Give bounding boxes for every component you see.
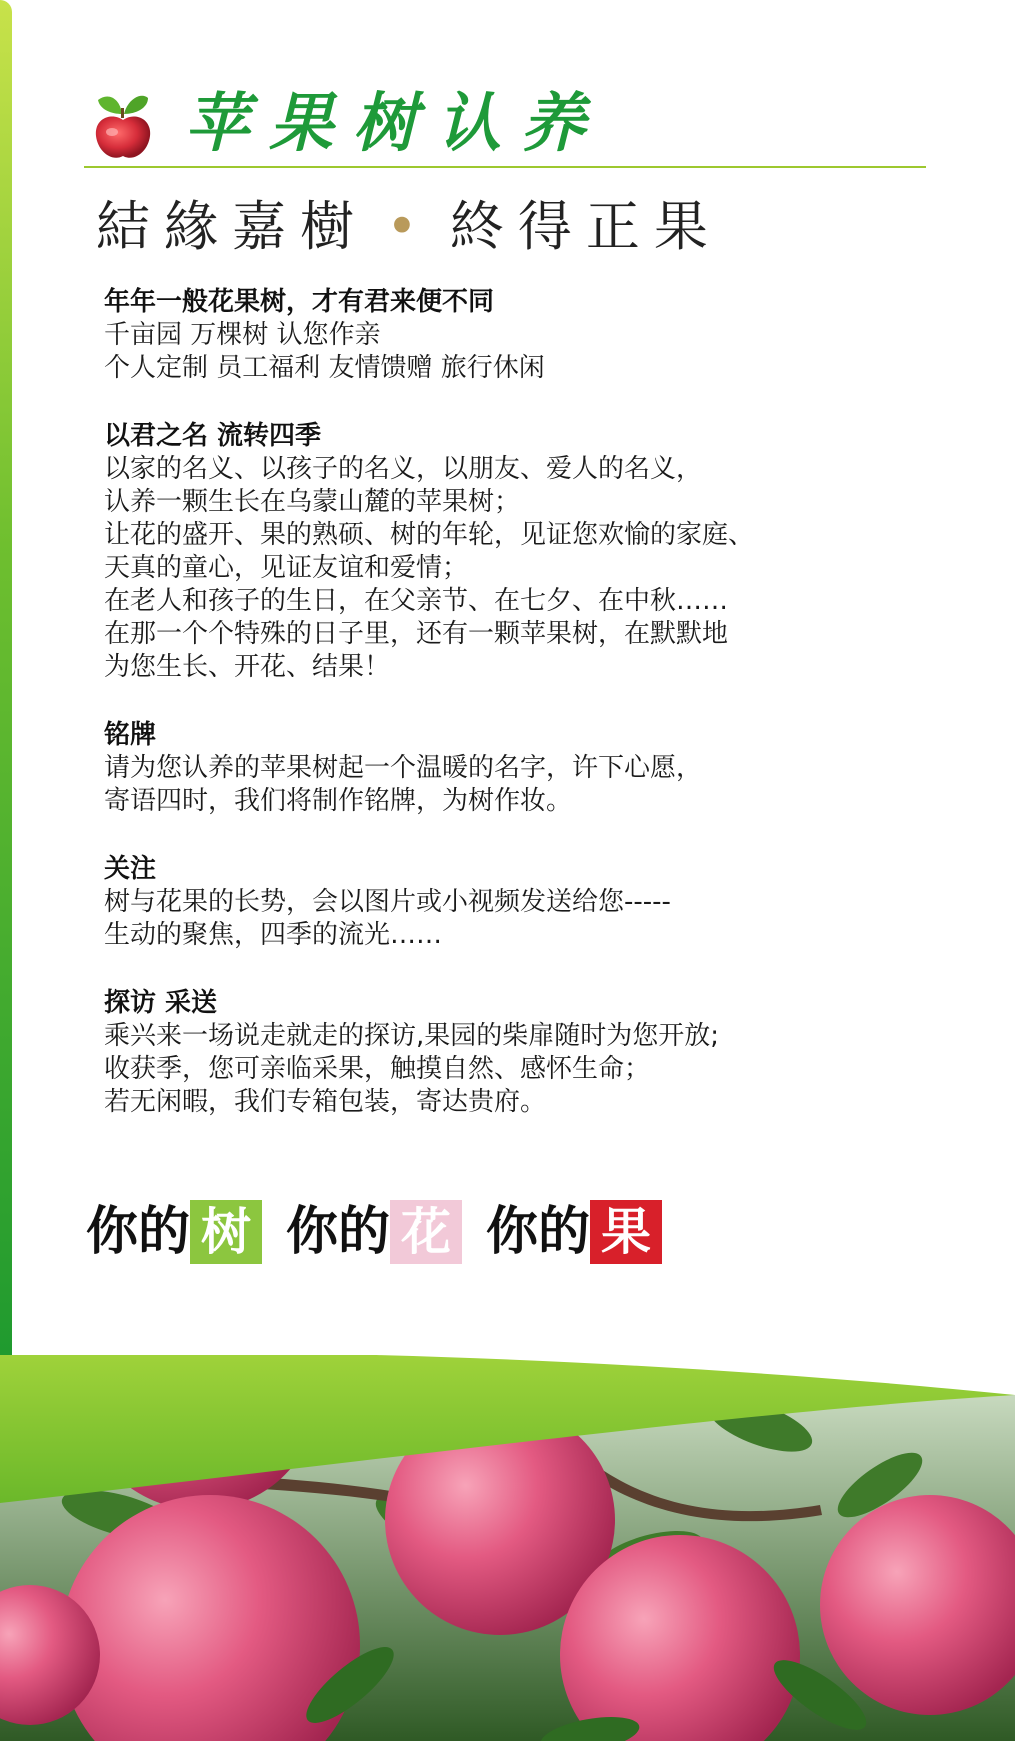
section bbox=[104, 986, 964, 1119]
subtitle bbox=[96, 192, 976, 262]
section-text-line: 若无闲暇，我们专箱包装，寄达贵府。 bbox=[104, 1087, 547, 1117]
section-text-line: 以家的名义、以孩子的名义，以朋友、爱人的名义， bbox=[104, 454, 703, 484]
section-heading: 年年一般花果树，才有君来便不同 bbox=[104, 287, 495, 317]
slogan bbox=[86, 1198, 966, 1268]
subtitle-left: 結緣嘉樹 bbox=[96, 195, 368, 258]
section-text-line: 千亩园 万棵树 认您作亲 bbox=[104, 320, 381, 350]
section-text-line: 个人定制 员工福利 友情馈赠 旅行休闲 bbox=[104, 353, 545, 383]
section bbox=[104, 852, 964, 952]
slogan-prefix-1: 你的 bbox=[86, 1202, 191, 1262]
section-text-line: 为您生长、开花、结果！ bbox=[104, 652, 391, 682]
section-text-line: 乘兴来一场说走就走的探访,果园的柴扉随时为您开放; bbox=[104, 1021, 720, 1051]
subtitle-dot: • bbox=[386, 195, 432, 258]
slogan-flower-box: 花 bbox=[390, 1200, 462, 1264]
green-wave-decoration bbox=[0, 1355, 1015, 1505]
section-text-line: 天真的童心，见证友谊和爱情； bbox=[104, 553, 469, 583]
section-text-line: 请为您认养的苹果树起一个温暖的名字，许下心愿， bbox=[104, 753, 703, 783]
section-text-line: 收获季，您可亲临采果，触摸自然、感怀生命； bbox=[104, 1054, 651, 1084]
section-text-line: 树与花果的长势，会以图片或小视频发送给您----- bbox=[104, 887, 671, 917]
section-text-line: 让花的盛开、果的熟硕、树的年轮，见证您欢愉的家庭、 bbox=[104, 520, 755, 550]
header-divider bbox=[84, 166, 926, 168]
main-title: 苹果树认养 bbox=[185, 86, 605, 161]
section-heading: 铭牌 bbox=[104, 720, 157, 750]
section-heading: 关注 bbox=[104, 854, 157, 884]
slogan-prefix-3: 你的 bbox=[486, 1202, 591, 1262]
section-text-line: 认养一颗生长在乌蒙山麓的苹果树； bbox=[104, 487, 521, 517]
slogan-prefix-2: 你的 bbox=[286, 1202, 391, 1262]
subtitle-right: 終得正果 bbox=[449, 195, 722, 258]
section bbox=[104, 285, 964, 385]
section-heading: 以君之名 流转四季 bbox=[104, 421, 322, 451]
content-sections bbox=[104, 285, 964, 1153]
section-text-line: 生动的聚焦，四季的流光…… bbox=[104, 920, 443, 950]
header bbox=[90, 82, 925, 172]
slogan-fruit-box: 果 bbox=[590, 1200, 662, 1264]
section-heading: 探访 采送 bbox=[104, 988, 218, 1018]
section bbox=[104, 718, 964, 818]
slogan-tree-box: 树 bbox=[190, 1200, 262, 1264]
section-text-line: 寄语四时，我们将制作铭牌，为树作妆。 bbox=[104, 786, 573, 816]
left-green-strip bbox=[0, 0, 12, 1360]
section bbox=[104, 419, 964, 684]
section-text-line: 在那一个个特殊的日子里，还有一颗苹果树，在默默地 bbox=[104, 619, 729, 649]
apple-icon bbox=[90, 92, 156, 162]
section-text-line: 在老人和孩子的生日，在父亲节、在七夕、在中秋…… bbox=[104, 586, 729, 616]
